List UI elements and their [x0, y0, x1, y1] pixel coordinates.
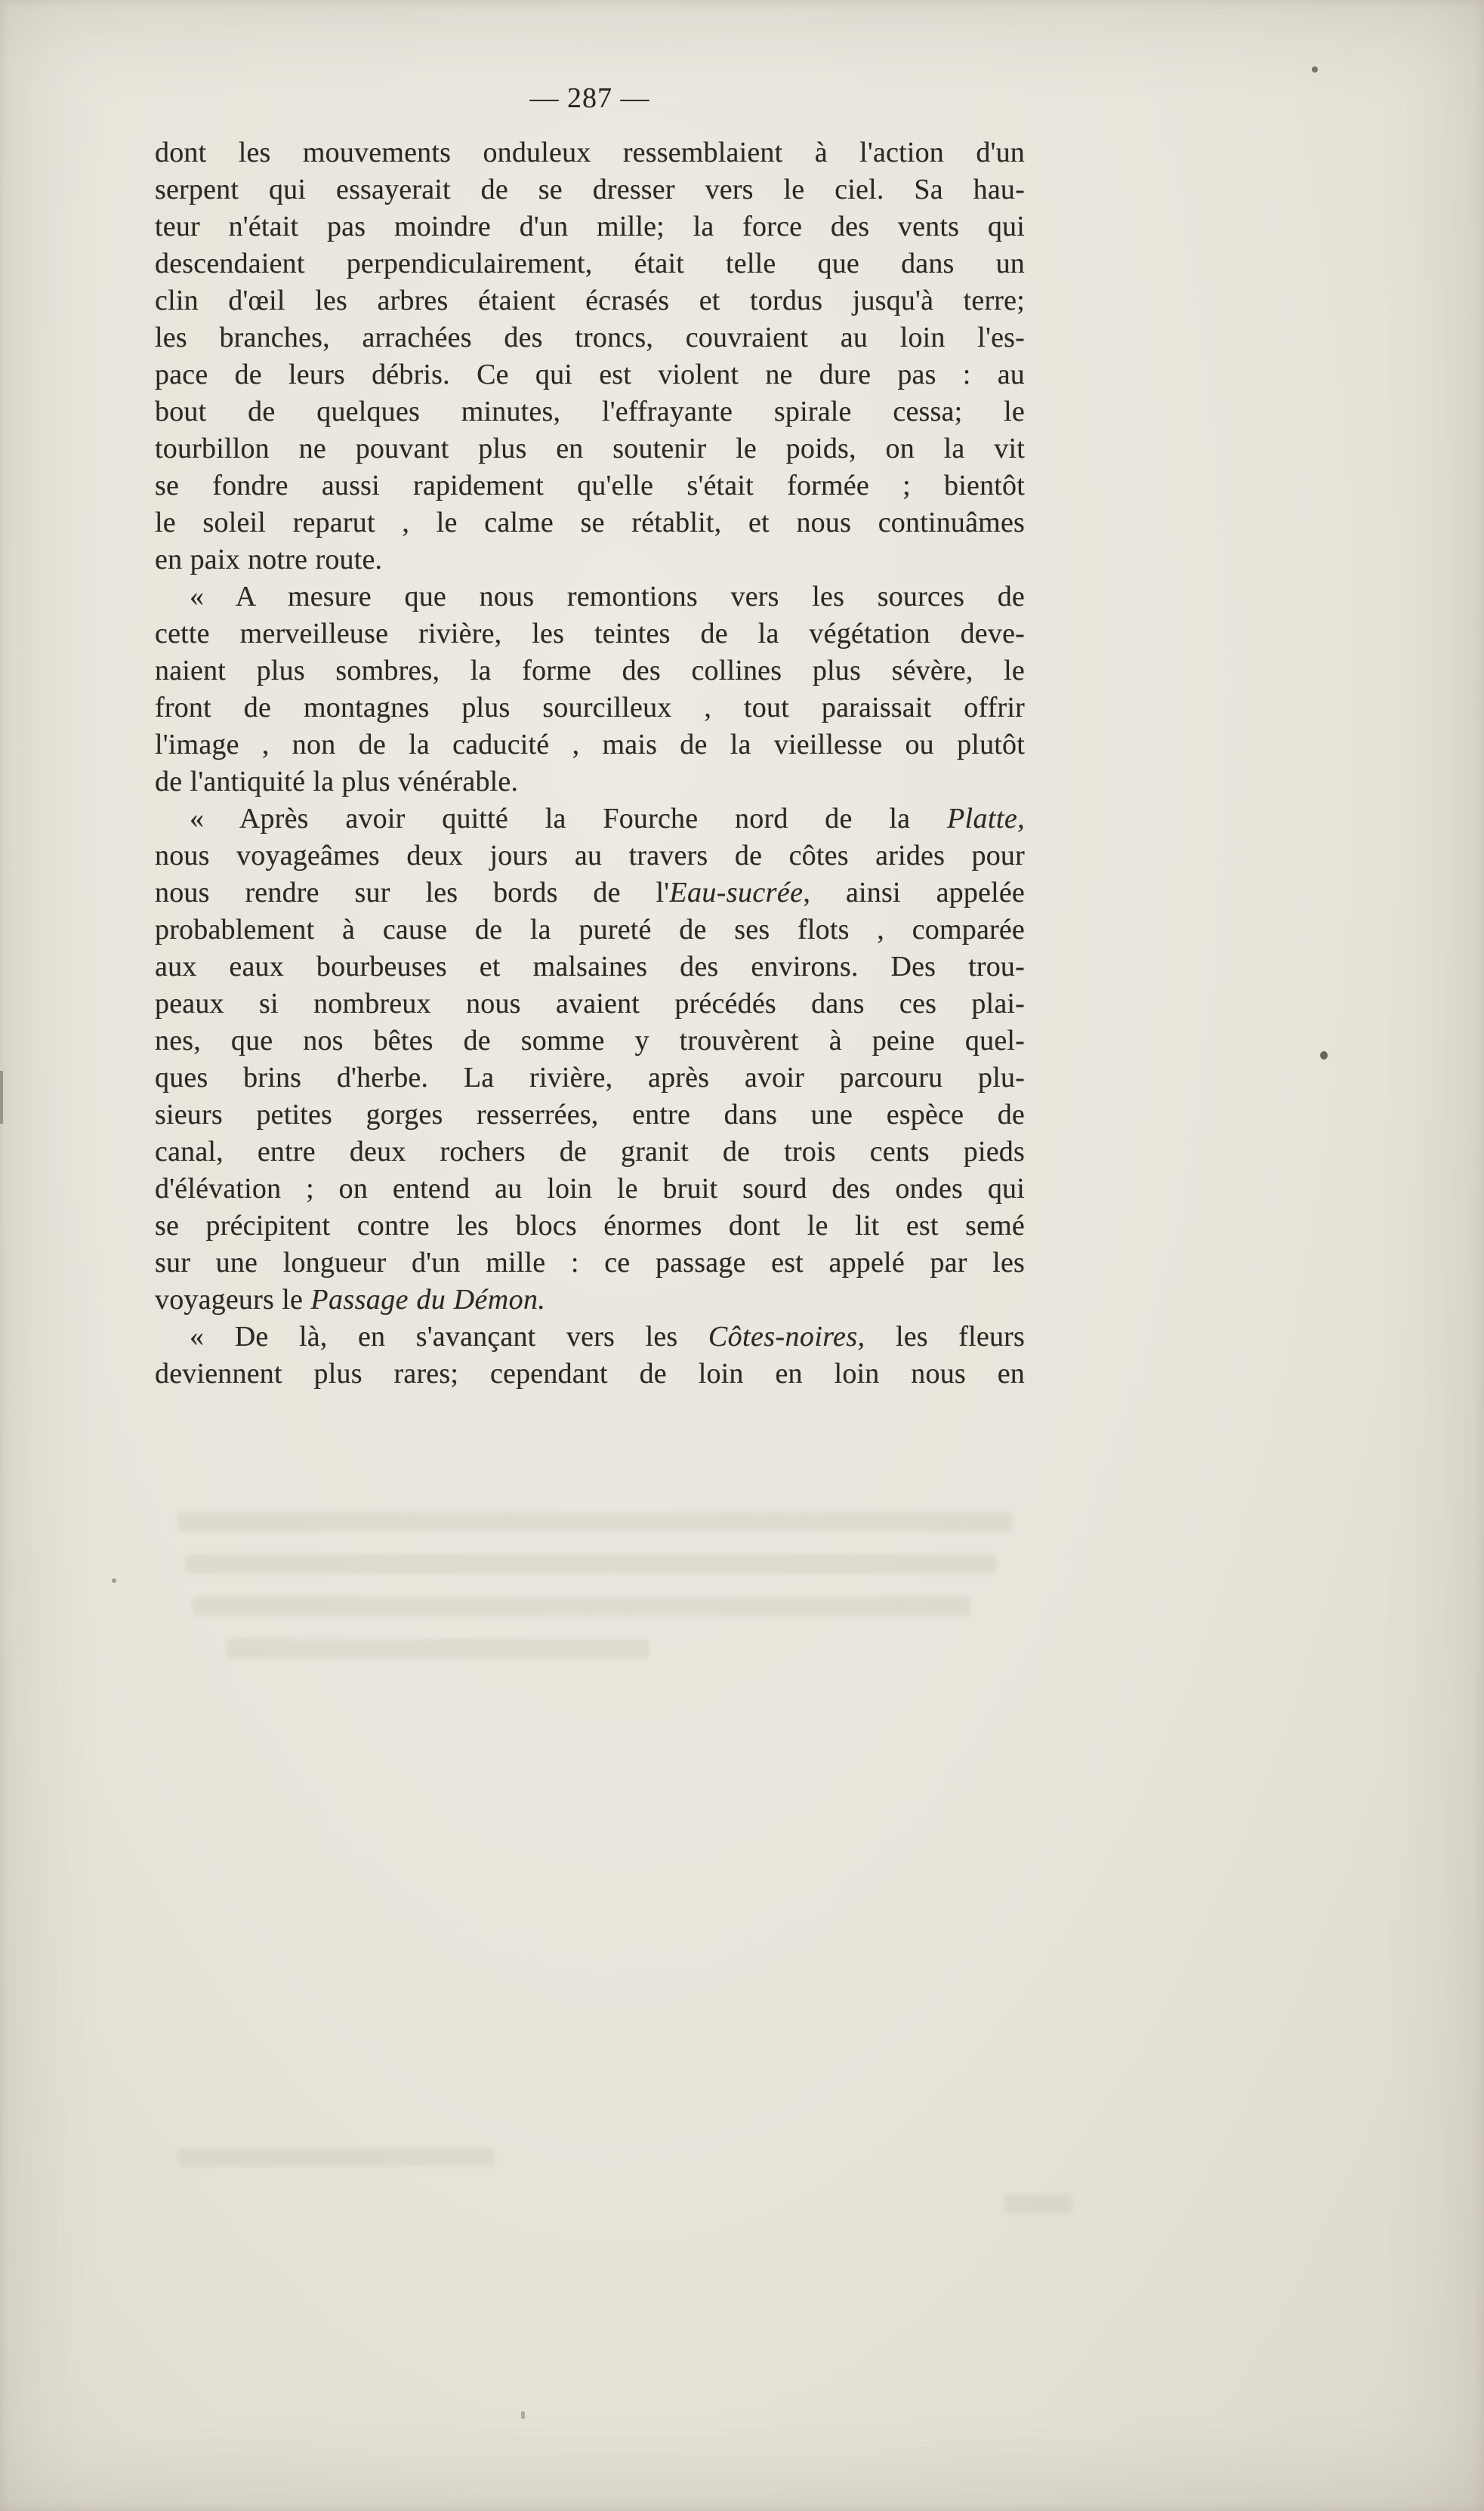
- text-line: le soleil reparut , le calme se rétablit, et nous continuâmes: [155, 507, 1025, 538]
- text-line: se fondre aussi rapidement qu'elle s'était formée ; bientôt: [155, 470, 1025, 501]
- text-line: l'image , non de la caducité , mais de la vieillesse ou plutôt: [155, 729, 1025, 760]
- italic-text: Eau-sucrée: [669, 877, 804, 908]
- text-line: serpent qui essayerait de se dresser vers le ciel. Sa hau-: [155, 174, 1025, 205]
- text-line: ques brins d'herbe. La rivière, après avoir parcouru plu-: [155, 1062, 1025, 1094]
- text-line: front de montagnes plus sourcilleux , tout paraissait offrir: [155, 692, 1025, 723]
- text-line: aux eaux bourbeuses et malsaines des environs. Des trou-: [155, 951, 1025, 982]
- text-line: canal, entre deux rochers de granit de trois cents pieds: [155, 1136, 1025, 1168]
- text-line: tourbillon ne pouvant plus en soutenir le poids, on la vit: [155, 433, 1025, 464]
- text-line: dont les mouvements onduleux ressemblaient à l'action d'un: [155, 137, 1025, 168]
- text-line: cette merveilleuse rivière, les teintes de la végétation deve-: [155, 618, 1025, 649]
- page-text: [155, 134, 1025, 1393]
- text-line: « A mesure que nous remontions vers les sources de: [190, 581, 1025, 612]
- text-line: nes, que nos bêtes de somme y trouvèrent à peine quel-: [155, 1025, 1025, 1057]
- text-line: probablement à cause de la pureté de ses flots , comparée: [155, 914, 1025, 945]
- scan-speck: [1320, 1051, 1328, 1060]
- bleed-through-line: [177, 1512, 1012, 1532]
- text-line: peaux si nombreux nous avaient précédés dans ces plai-: [155, 988, 1025, 1020]
- bleed-through-line: [1004, 2194, 1072, 2213]
- text-line: en paix notre route.: [155, 544, 383, 575]
- bleed-through-line: [227, 1639, 649, 1658]
- bleed-through-line: [193, 1596, 970, 1616]
- scan-speck: [1312, 66, 1318, 72]
- text-line: les branches, arrachées des troncs, couvraient au loin l'es-: [155, 322, 1025, 353]
- text-line: sur une longueur d'un mille : ce passage est appelé par les: [155, 1247, 1025, 1279]
- text-line: d'élévation ; on entend au loin le bruit sourd des ondes qui: [155, 1173, 1025, 1205]
- text-line: deviennent plus rares; cependant de loin en loin nous en: [155, 1358, 1025, 1390]
- page-number: — 287 —: [529, 82, 650, 114]
- page-edge-mark: [0, 1071, 3, 1124]
- text-line: sieurs petites gorges resserrées, entre dans une espèce de: [155, 1099, 1025, 1131]
- text-line: descendaient perpendiculairement, était telle que dans un: [155, 248, 1025, 279]
- italic-text: Platte,: [946, 803, 1025, 834]
- text-line: nous rendre sur les bords de l'Eau-sucrée, ainsi appelée: [155, 877, 1025, 908]
- italic-text: Côtes-noires,: [708, 1321, 865, 1353]
- text-line: se précipitent contre les blocs énormes dont le lit est semé: [155, 1210, 1025, 1242]
- text-line: voyageurs le Passage du Démon.: [155, 1284, 546, 1316]
- scan-speck: [112, 1578, 116, 1583]
- text-line: bout de quelques minutes, l'effrayante spirale cessa; le: [155, 396, 1025, 427]
- bleed-through-line: [185, 1554, 997, 1574]
- text-column: [155, 82, 1025, 1393]
- italic-text: Passage du Démon.: [310, 1284, 546, 1316]
- bleed-through-line: [177, 2149, 495, 2167]
- text-line: teur n'était pas moindre d'un mille; la force des vents qui: [155, 211, 1025, 242]
- text-line: naient plus sombres, la forme des collines plus sévère, le: [155, 655, 1025, 686]
- text-line: « De là, en s'avançant vers les Côtes-noires, les fleurs: [190, 1321, 1025, 1353]
- text-line: de l'antiquité la plus vénérable.: [155, 766, 519, 797]
- text-line: nous voyageâmes deux jours au travers de côtes arides pour: [155, 840, 1025, 871]
- scan-speck: [521, 2411, 525, 2419]
- text-line: clin d'œil les arbres étaient écrasés et tordus jusqu'à terre;: [155, 285, 1025, 316]
- text-line: pace de leurs débris. Ce qui est violent ne dure pas : au: [155, 359, 1025, 390]
- text-line: « Après avoir quitté la Fourche nord de la Platte,: [190, 803, 1025, 834]
